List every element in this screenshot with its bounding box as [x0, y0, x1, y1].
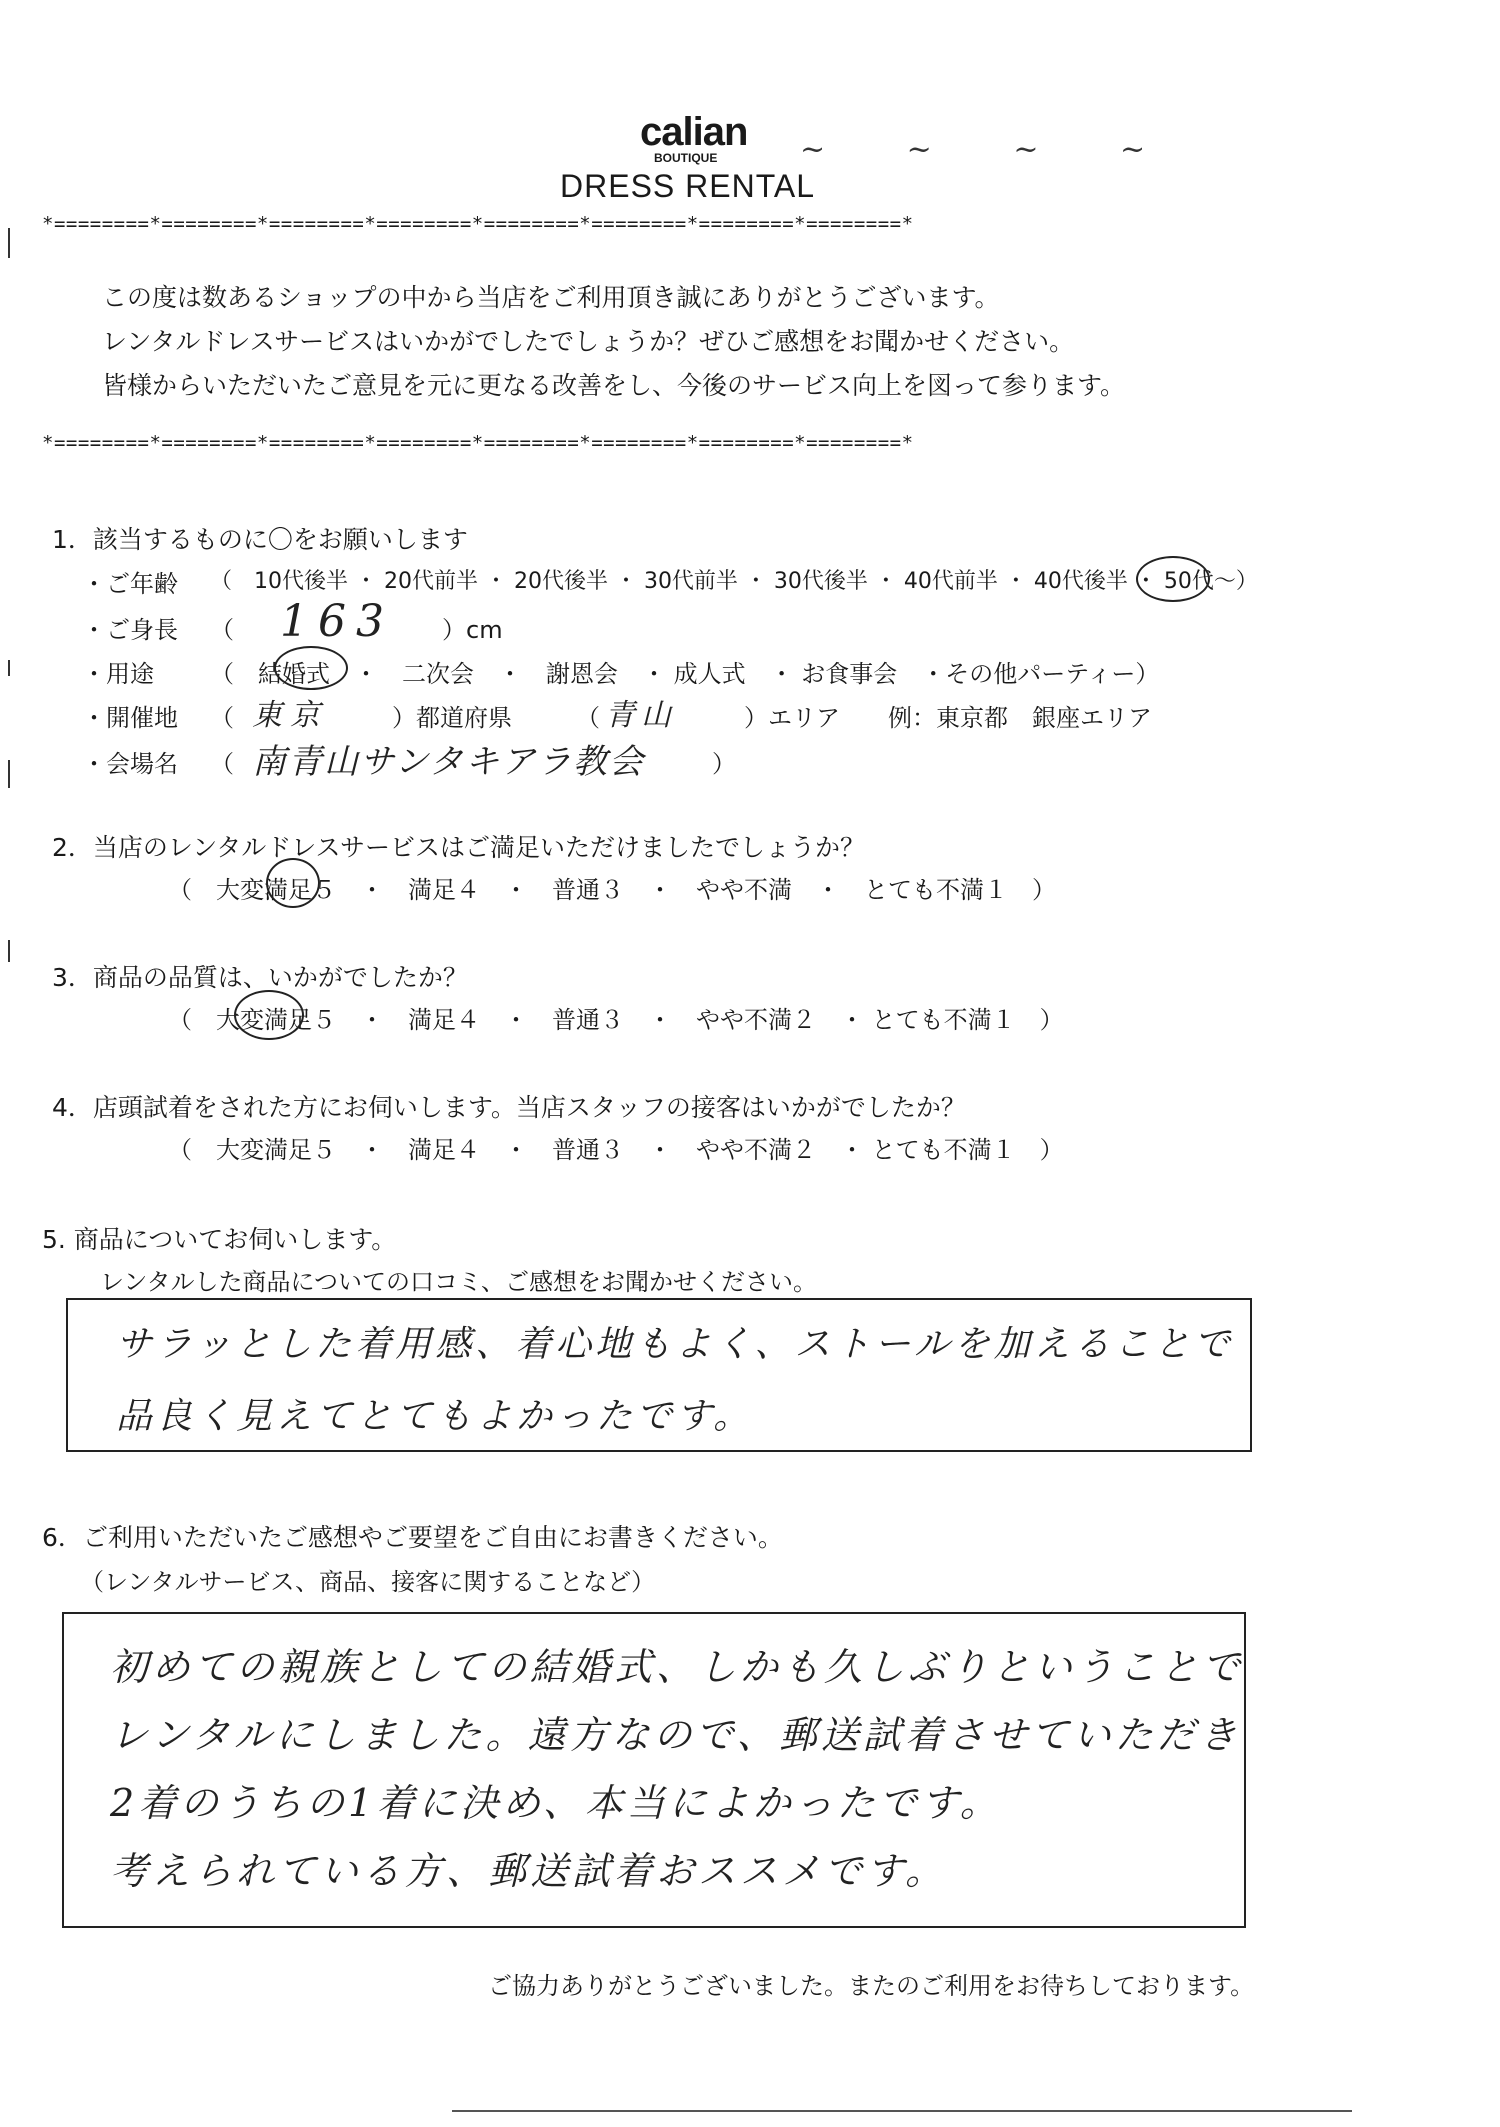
q2-title: 2．当店のレンタルドレスサービスはご満足いただけましたでしょうか？ — [52, 833, 866, 862]
q3-title: 3．商品の品質は、いかがでしたか？ — [52, 963, 468, 992]
q4-options: （ 大変満足５ ・ 満足４ ・ 普通３ ・ やや不満２ ・ とても不満１ ） — [168, 1136, 1064, 1164]
venue-name-label: ・会場名 — [82, 750, 178, 778]
q6-subtitle: （レンタルサービス、商品、接客に関することなど） — [80, 1568, 656, 1596]
venue-area-label: ・開催地 — [82, 704, 178, 732]
margin-mark — [8, 228, 10, 258]
height-label: ・ご身長 — [82, 616, 178, 644]
q2-options: （ 大変満足５ ・ 満足４ ・ 普通３ ・ やや不満 ・ とても不満１ ） — [168, 876, 1056, 904]
page-title: DRESS RENTAL — [560, 168, 816, 204]
footer-rule — [452, 2110, 1352, 2112]
q6-answer-line-3: 2着のうちの1着に決め、本当によかったです。 — [110, 1781, 1002, 1825]
venue-name-value: 南青山サンタキアラ教会 — [252, 742, 645, 782]
q2-selected-circle — [266, 858, 320, 908]
venue-pref-value: 東京 — [252, 698, 328, 733]
q6-answer-line-2: レンタルにしました。遠方なので、郵送試着させていただき — [110, 1713, 1241, 1757]
margin-mark — [8, 940, 10, 962]
venue-name-paren-open: （ — [210, 750, 234, 778]
margin-mark — [8, 760, 10, 788]
age-label: ・ご年齢 — [82, 570, 178, 598]
age-options: （ 10代後半 ・ 20代前半 ・ 20代後半 ・ 30代前半 ・ 30代後半 ・ 40代前半 ・ 40代後半 ・ 50代～） — [210, 569, 1258, 594]
q5-title: 5. 商品についてお伺いします。 — [42, 1225, 397, 1254]
venue-area-suffix: ）エリア 例：東京都 銀座エリア — [744, 704, 1152, 732]
q6-answer-line-1: 初めての親族としての結婚式、しかも久しぶりということで — [110, 1645, 1245, 1689]
height-paren-open: （ — [210, 616, 234, 644]
handwritten-scribble: ~ ~ ~ ~ — [800, 132, 1182, 167]
q5-subtitle: レンタルした商品についての口コミ、ご感想をお聞かせください。 — [100, 1268, 817, 1296]
height-value: 163 — [280, 596, 394, 647]
venue-area-paren-open: （ — [576, 704, 600, 732]
q3-selected-circle — [234, 990, 304, 1040]
brand-sub: BOUTIQUE — [654, 151, 718, 165]
q5-answer-line-2: 品良く見えてとてもよかったです。 — [116, 1396, 754, 1437]
age-selected-circle — [1136, 556, 1210, 602]
height-unit: ）cm — [442, 616, 503, 644]
purpose-options: （ 結婚式 ・ 二次会 ・ 謝恩会 ・ 成人式 ・ お食事会 ・その他パーティー） — [210, 660, 1160, 688]
q1-title: 1．該当するものに〇をお願いします — [52, 525, 468, 554]
q4-title: 4．店頭試着をされた方にお伺いします。当店スタッフの接客はいかがでしたか？ — [52, 1093, 966, 1122]
brand-logo: calian — [640, 110, 748, 154]
venue-area-value: 青山 — [605, 698, 677, 733]
venue-pref-paren-open: （ — [210, 704, 234, 732]
intro-line-2: レンタルドレスサービスはいかがでしたでしょうか？ぜひご感想をお聞かせください。 — [102, 327, 1075, 356]
separator-bottom: *========*========*========*========*========*========*========*========* — [42, 432, 914, 454]
q6-answer-line-4: 考えられている方、郵送試着おススメです。 — [110, 1849, 947, 1893]
q6-title: 6．ご利用いただいたご感想やご要望をご自由にお書きください。 — [42, 1523, 783, 1552]
separator-top: *========*========*========*========*========*========*========*========* — [42, 213, 914, 235]
venue-pref-suffix: ）都道府県 — [392, 704, 512, 732]
margin-mark — [8, 660, 10, 676]
intro-line-1: この度は数あるショップの中から当店をご利用頂き誠にありがとうございます。 — [102, 283, 1000, 312]
purpose-label: ・用途 — [82, 660, 154, 688]
purpose-selected-circle — [274, 646, 348, 690]
footer-thanks: ご協力ありがとうございました。またのご利用をお待ちしております。 — [488, 1972, 1255, 2000]
q3-options: （ 大変満足５ ・ 満足４ ・ 普通３ ・ やや不満２ ・ とても不満１ ） — [168, 1006, 1064, 1034]
q5-answer-line-1: サラッとした着用感、着心地もよく、ストールを加えることで — [116, 1324, 1234, 1365]
intro-line-3: 皆様からいただいたご意見を元に更なる改善をし、今後のサービス向上を図って参ります。 — [102, 371, 1126, 400]
venue-name-paren-close: ） — [712, 750, 736, 778]
